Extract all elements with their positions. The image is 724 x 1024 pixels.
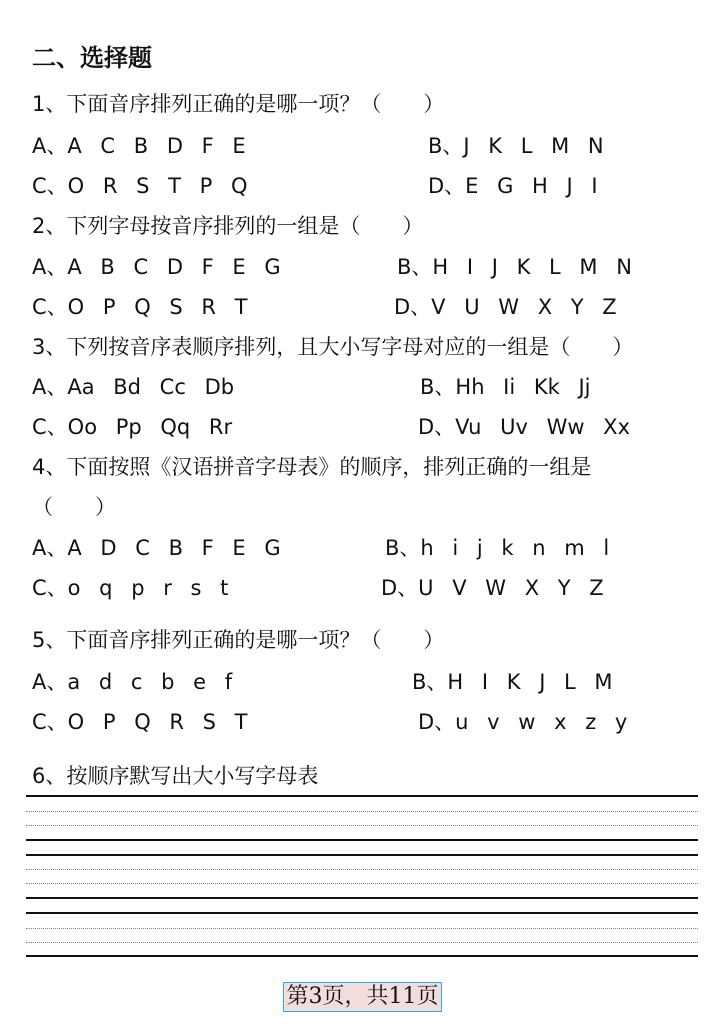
section-title: 二、选择题 [32,44,152,72]
writing-line-thick [26,839,698,841]
q5-option-a: A、a d c b e f [32,670,233,694]
page-number: 第3页，共11页 [283,982,442,1012]
writing-line-thick [26,854,698,856]
q1-option-d: D、E G H J I [428,174,598,198]
q1-option-b: B、J K L M N [428,134,604,158]
question-3-stem: 3、下列按音序表顺序排列，且大小写字母对应的一组是（ ） [32,335,634,359]
q2-option-d: D、V U W X Y Z [394,295,617,319]
q3-option-c: C、Oo Pp Qq Rr [32,415,233,439]
q3-option-b: B、Hh Ii Kk Jj [420,375,591,399]
writing-line-thick [26,795,698,797]
q2-option-a: A、A B C D F E G [32,255,281,279]
writing-line-dotted [26,869,698,870]
writing-line-dotted [26,811,698,812]
question-4-stem: 4、下面按照《汉语拼音字母表》的顺序，排列正确的一组是 [32,455,592,479]
question-4-answer-paren: （ ） [32,495,116,519]
q2-option-c: C、O P Q S R T [32,295,248,319]
writing-line-dotted [26,942,698,943]
q1-option-a: A、A C B D F E [32,134,246,158]
q4-option-c: C、o q p r s t [32,576,229,600]
writing-line-thick [26,912,698,914]
q5-option-b: B、H I K J L M [412,670,613,694]
q4-option-d: D、U V W X Y Z [381,576,604,600]
question-5-stem: 5、下面音序排列正确的是哪一项？（ ） [32,628,445,652]
question-6-stem: 6、按顺序默写出大小写字母表 [32,764,319,788]
writing-line-dotted [26,928,698,929]
writing-line-dotted [26,825,698,826]
writing-line-dotted [26,883,698,884]
q1-option-c: C、O R S T P Q [32,174,248,198]
question-1-stem: 1、下面音序排列正确的是哪一项？（ ） [32,92,445,116]
q3-option-a: A、Aa Bd Cc Db [32,375,235,399]
q2-option-b: B、H I J K L M N [397,255,632,279]
q5-option-d: D、u v w x z y [418,710,628,734]
q4-option-a: A、A D C B F E G [32,536,281,560]
writing-line-thick [26,955,698,957]
q5-option-c: C、O P Q R S T [32,710,248,734]
q3-option-d: D、Vu Uv Ww Xx [418,415,630,439]
q4-option-b: B、h i j k n m l [385,536,610,560]
writing-line-thick [26,897,698,899]
question-2-stem: 2、下列字母按音序排列的一组是（ ） [32,214,424,238]
